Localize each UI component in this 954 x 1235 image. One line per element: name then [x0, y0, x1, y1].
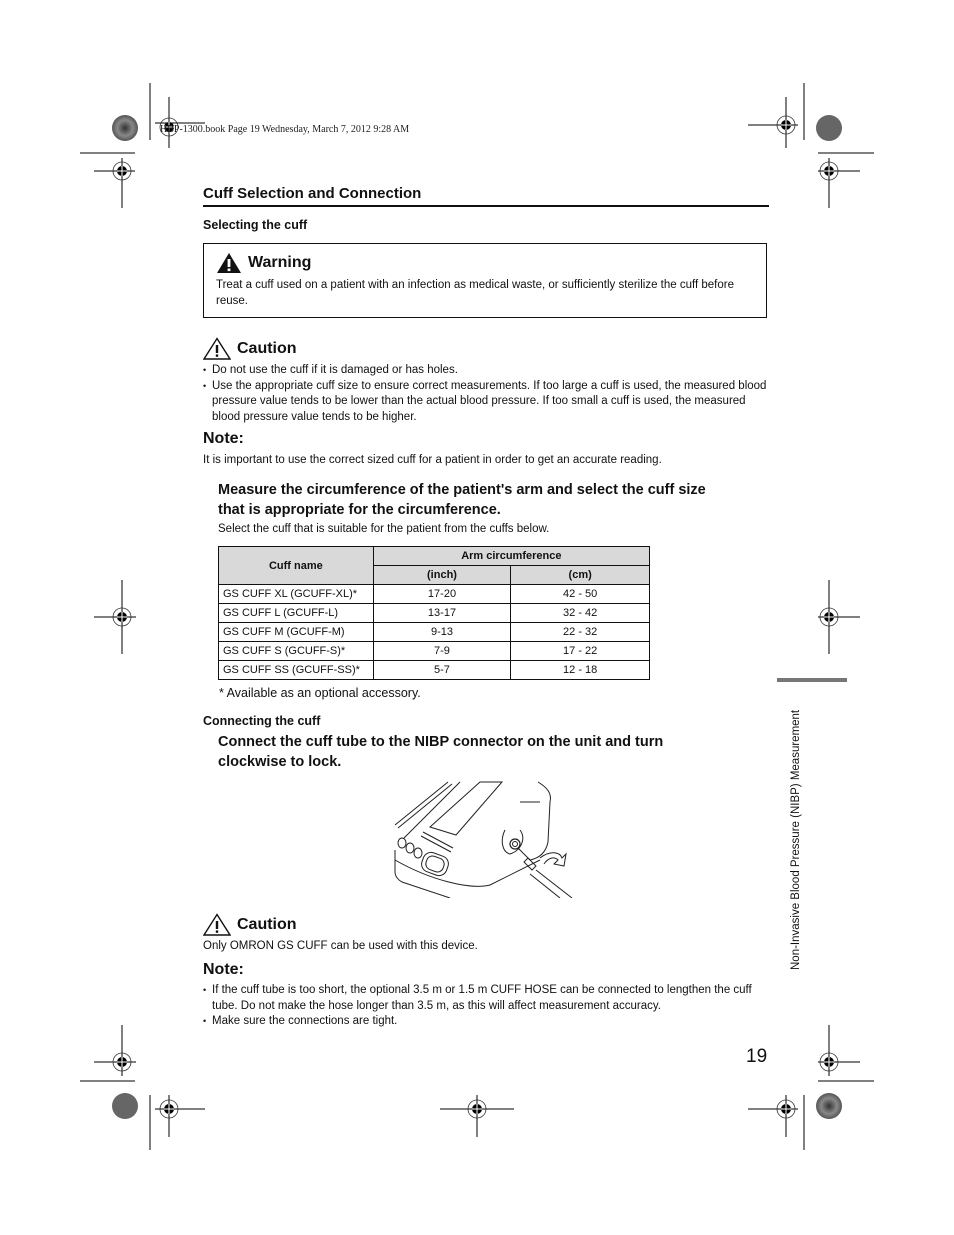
col-header-inch: (inch)	[373, 566, 511, 585]
col-header-cuff-name: Cuff name	[219, 547, 374, 585]
cell-cuff-name: GS CUFF L (GCUFF-L)	[219, 604, 374, 623]
caution-text: Only OMRON GS CUFF can be used with this device.	[203, 940, 478, 952]
cell-cuff-name: GS CUFF XL (GCUFF-XL)*	[219, 585, 374, 604]
caution-block-2	[203, 913, 769, 954]
cell-cuff-name: GS CUFF SS (GCUFF-SS)*	[219, 661, 374, 680]
note-list	[203, 983, 769, 1030]
step-connect-line2: clockwise to lock.	[218, 754, 342, 770]
caution-outline-triangle-icon	[203, 337, 231, 360]
caution-item: • Use the appropriate cuff size to ensure correct measurements. If too large a cuff is used, the measured blood pressure value tends to be lower than the actual blood pressure. If too small a cuff is used, the measured blood pressure value tends to be higher.	[203, 379, 769, 426]
side-tab-text: Non-Invasive Blood Pressure (NIBP) Measurement	[790, 709, 802, 970]
table-row	[219, 642, 650, 661]
warning-text: Treat a cuff used on a patient with an infection as medical waste, or sufficiently sterilize the cuff before reuse.	[216, 279, 734, 307]
caution-item: • Do not use the cuff if it is damaged or has holes.	[203, 363, 769, 379]
caution-block-1	[203, 337, 769, 425]
subsection-title-connecting: Connecting the cuff	[203, 714, 321, 728]
subsection-title-selecting: Selecting the cuff	[203, 218, 308, 232]
cell-cm: 22 - 32	[511, 623, 650, 642]
side-tab-bar	[777, 678, 847, 682]
step-connect	[218, 732, 778, 772]
note-heading: Note:	[203, 430, 244, 447]
caution-heading: Caution	[237, 915, 297, 933]
warning-box	[203, 243, 767, 318]
section-title: Cuff Selection and Connection	[203, 185, 769, 207]
cuff-size-table	[218, 546, 650, 680]
cell-cuff-name: GS CUFF S (GCUFF-S)*	[219, 642, 374, 661]
caution-heading: Caution	[237, 339, 297, 357]
table-row	[219, 585, 650, 604]
cell-inch: 9-13	[373, 623, 511, 642]
note-heading: Note:	[203, 961, 244, 978]
cuff-connector-illustration	[390, 780, 580, 898]
cell-cm: 12 - 18	[511, 661, 650, 680]
step-connect-line1: Connect the cuff tube to the NIBP connector on the unit and turn	[218, 734, 664, 750]
caution-outline-triangle-icon	[203, 913, 231, 936]
cell-cm: 42 - 50	[511, 585, 650, 604]
cell-cm: 17 - 22	[511, 642, 650, 661]
page-number: 19	[746, 1046, 768, 1067]
cell-inch: 7-9	[373, 642, 511, 661]
col-header-arm-circumference: Arm circumference	[373, 547, 649, 566]
col-header-cm: (cm)	[511, 566, 650, 585]
cell-inch: 13-17	[373, 604, 511, 623]
cell-cuff-name: GS CUFF M (GCUFF-M)	[219, 623, 374, 642]
warning-heading: Warning	[248, 254, 312, 271]
step-measure-line1: Measure the circumference of the patient's arm and select the cuff size	[218, 482, 706, 498]
table-row	[219, 604, 650, 623]
caution-list	[203, 363, 769, 425]
print-header: HBP-1300.book Page 19 Wednesday, March 7, 2012 9:28 AM	[160, 124, 410, 135]
step-measure	[218, 480, 778, 520]
step-measure-sub: Select the cuff that is suitable for the patient from the cuffs below.	[218, 523, 550, 535]
table-row	[219, 661, 650, 680]
note-text: It is important to use the correct sized cuff for a patient in order to get an accurate reading.	[203, 454, 662, 466]
note-item: • If the cuff tube is too short, the optional 3.5 m or 1.5 m CUFF HOSE can be connected to lengthen the cuff tube. Do not make the hose longer than 3.5 m, as this will affect measurement accuracy.	[203, 983, 769, 1014]
cell-inch: 17-20	[373, 585, 511, 604]
side-tab-label	[790, 690, 810, 975]
cell-cm: 32 - 42	[511, 604, 650, 623]
table-footnote: * Available as an optional accessory.	[219, 686, 421, 700]
warning-filled-triangle-icon	[216, 252, 242, 274]
cell-inch: 5-7	[373, 661, 511, 680]
table-row	[219, 623, 650, 642]
step-measure-line2: that is appropriate for the circumference.	[218, 502, 501, 518]
note-item: • Make sure the connections are tight.	[203, 1014, 769, 1030]
